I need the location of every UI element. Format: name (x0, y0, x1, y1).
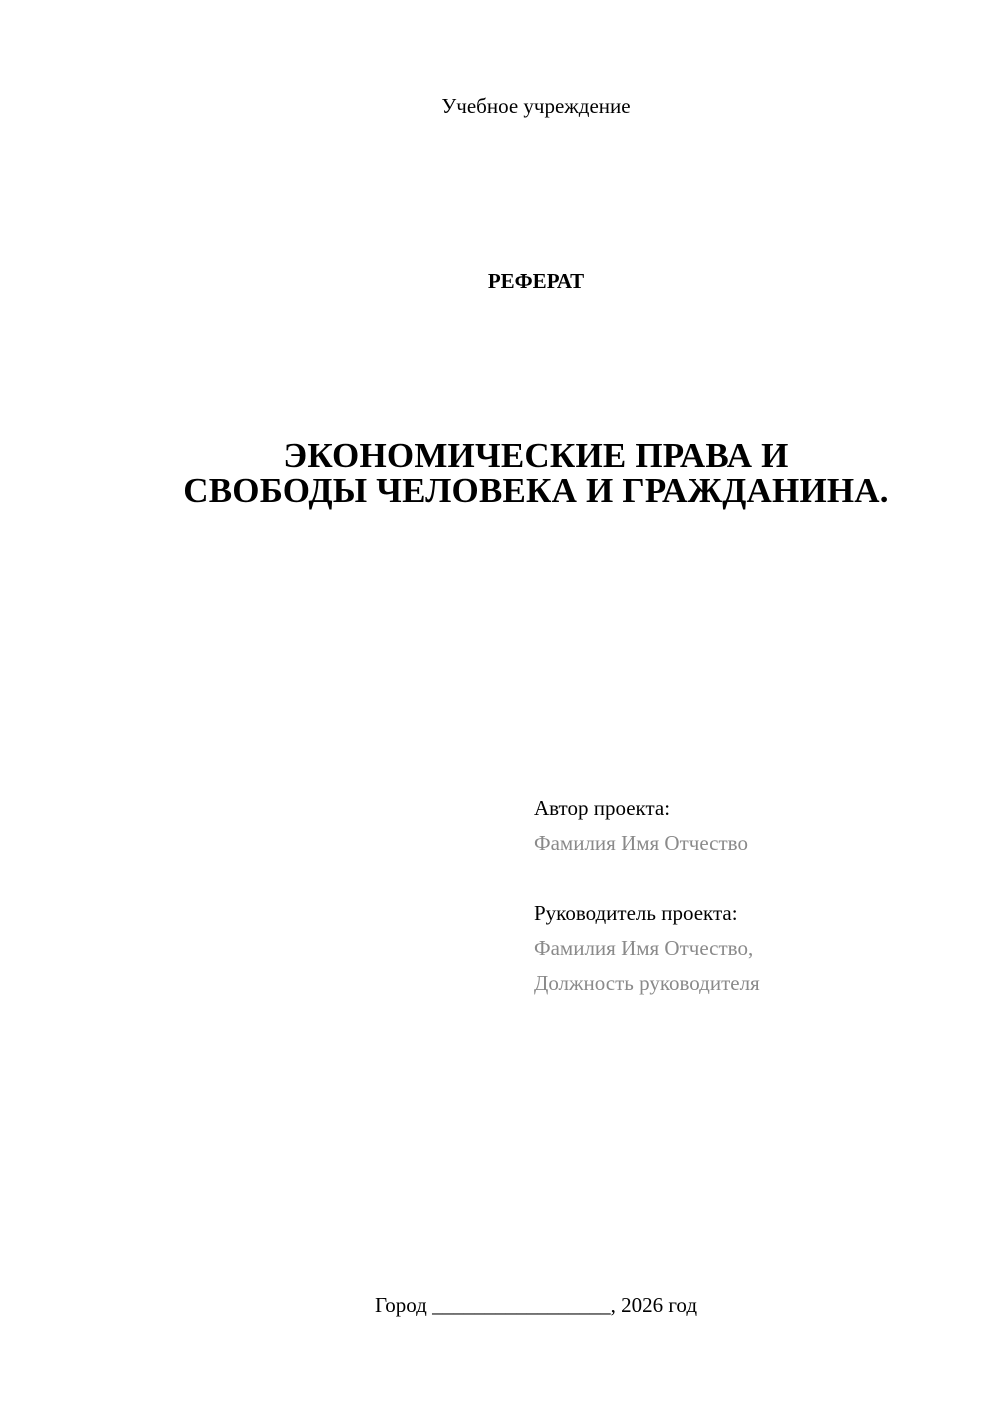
supervisor-position-placeholder: Должность руководителя (534, 971, 760, 995)
author-name-placeholder: Фамилия Имя Отчество (534, 831, 748, 855)
info-spacer (534, 861, 760, 896)
title-line-1: ЭКОНОМИЧЕСКИЕ ПРАВА И (283, 436, 789, 475)
city-year-line: Город _________________, 2026 год (374, 1293, 698, 1317)
institution-name: Учебное учреждение (441, 94, 631, 118)
title-line-2: СВОБОДЫ ЧЕЛОВЕКА И ГРАЖДАНИНА. (183, 471, 889, 510)
document-type: РЕФЕРАТ (487, 269, 585, 293)
supervisor-label: Руководитель проекта: (534, 901, 738, 925)
project-info-block (534, 791, 760, 1001)
author-label: Автор проекта: (534, 796, 671, 820)
document-title (0, 438, 1000, 508)
supervisor-name-placeholder: Фамилия Имя Отчество, (534, 936, 754, 960)
